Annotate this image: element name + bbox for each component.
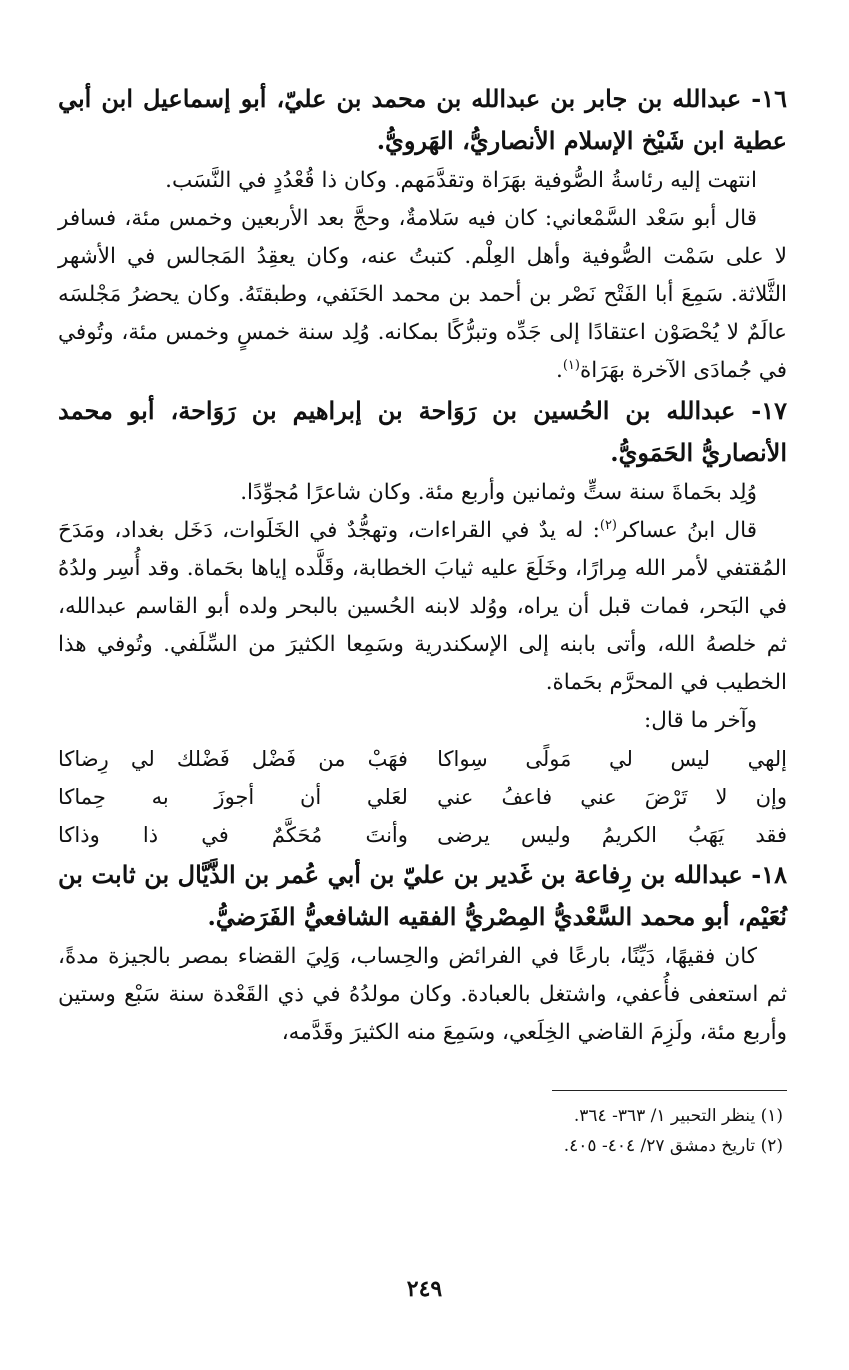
hemistich-first: فقد يَهَبُ الكريمُ وليس يرضى: [437, 823, 787, 847]
footnote-text: تاريخ دمشق ٢٧/ ٤٠٤- ٤٠٥.: [563, 1136, 756, 1156]
paragraph-text: : له يدٌ في القراءات، وتهجُّدٌ في الخَلَوات، دَخَل بغداد، ومَدَحَ المُقتفي لأمر الله مِرارًا، وخَلَعَ عليه ثيابَ الخطابة، وقَلَّده إياها بحَماة. وقد أُسِر ولدُهُ في البَحر، فمات قبل أن يراه، ووُلد لابنه الحُسين بالبحر ولده أبو القاسم عبدالله، ثم خلصهُ الله، وأتى بابنه إلى الإسكندرية وسَمِعا الكثيرَ من السِّلَفي. وتُوفي هذا الخطيب في المحرَّم بحَماة.: [58, 518, 787, 695]
hemistich-second: وأنتَ مُحَكَّمٌ في ذا وذاكا: [58, 823, 408, 847]
poem: [58, 740, 787, 854]
hemistich-first: إلهي ليس لي مَولًى سِواكا: [437, 747, 787, 771]
footnote-text: ينظر التحبير ١/ ٣٦٣- ٣٦٤.: [573, 1106, 756, 1126]
footnote-1: [58, 1101, 787, 1131]
footnote-separator: [552, 1090, 787, 1091]
footnote-ref-2[interactable]: (٢): [599, 517, 617, 533]
paragraph: وُلِد بحَماةَ سنة ستٍّ وثمانين وأربع مئة. وكان شاعرًا مُجوِّدًا.: [240, 480, 757, 505]
page-number: ٢٤٩: [406, 1276, 443, 1302]
paragraph-text: قال ابنُ عساكر: [617, 518, 757, 543]
footnote-marker: (١): [760, 1106, 783, 1126]
paragraph: [58, 512, 787, 702]
paragraph-text: قال أبو سَعْد السَّمْعاني: كان فيه سَلامةٌ، وحجَّ بعد الأربعين وخمس مئة، فسافر لا على سَمْت الصُّوفية وأهل العِلْم. كتبتُ عنه، وكان يعقِدُ المَجالس في الأشهر الثَّلاثة. سَمِعَ أبا الفَتْح نَصْر بن أحمد بن محمد الحَنَفي، وطبقتَهُ. وكان يحضرُ مَجْلسَه عالَمٌ لا يُحْصَوْن اعتقادًا إلى جَدِّه وتبرُّكًا بمكانه. وُلِد سنة خمسٍ وخمس مئة، وتُوفي في جُمادَى الآخرة بهَرَاة: [58, 206, 787, 383]
entry-heading-16: ١٦- عبدالله بن جابر بن عبدالله بن محمد بن عليّ، أبو إسماعيل ابن أبي عطية ابن شَيْخ الإسلام الأنصاريُّ، الهَرويُّ.: [58, 84, 787, 155]
footnote-2: [58, 1131, 787, 1161]
hemistich-second: لعَلي أن أجوزَ به حِماكا: [58, 785, 408, 809]
entry-heading-18: ١٨- عبدالله بن رِفاعة بن غَدير بن عليّ بن أبي عُمر بن الذَّيَّال بن ثابت بن نُعَيْم، أبو محمد السَّعْديُّ المِصْريُّ الفقيه الشافعيُّ الفَرَضيُّ.: [58, 860, 787, 931]
paragraph: قال أبو سَعْد السَّمْعاني: كان فيه سَلامةٌ، وحجَّ بعد الأربعين وخمس مئة، فسافر لا على سَمْت الصُّوفية وأهل العِلْم. كتبتُ عنه، وكان يعقِدُ المَجالس في الأشهر الثَّلاثة. سَمِعَ أبا الفَتْح نَصْر بن أحمد بن محمد الحَنَفي، وطبقتَهُ. وكان يحضرُ مَجْلسَه عالَمٌ لا يُحْصَوْن اعتقادًا إلى جَدِّه وتبرُّكًا بمكانه. وُلِد سنة خمسٍ وخمس مئة، وتُوفي في جُمادَى الآخرة بهَرَاة$^{(١)}$.: [58, 206, 787, 383]
poem-verse: [58, 778, 787, 816]
hemistich-second: فهَبْ من فَضْل فَضْلك لي رِضاكا: [58, 747, 408, 771]
main-text: [58, 78, 787, 1052]
entry-heading-17: ١٧- عبدالله بن الحُسين بن رَوَاحة بن إبراهيم بن رَوَاحة، أبو محمد الأنصاريُّ الحَمَويُّ.: [58, 396, 787, 467]
poem-verse: [58, 816, 787, 854]
hemistich-first: وإن لا تَرْضَ عني فاعفُ عني: [437, 785, 787, 809]
paragraph: وآخر ما قال:: [644, 708, 757, 733]
paragraph: كان فقيهًا، دَيِّنًا، بارعًا في الفرائض والحِساب، وَلِيَ القضاء بمصر بالجيزة مدةً، ثم استعفى فأُعفي، واشتغل بالعبادة. وكان مولدُهُ في ذي القَعْدة سنة سَبْع وستين وأربع مئة، ولَزِمَ القاضي الخِلَعي، وسَمِعَ منه الكثيرَ وقَدَّمه،: [58, 944, 787, 1045]
footnotes: [58, 1101, 787, 1161]
footnote-marker: (٢): [760, 1136, 783, 1156]
footnote-ref-1[interactable]: (١): [562, 357, 580, 373]
poem-verse: [58, 740, 787, 778]
paragraph: انتهت إليه رئاسةُ الصُّوفية بهَرَاة وتقدَّمَهم. وكان ذا قُعْدُدٍ في النَّسَب.: [165, 168, 757, 193]
